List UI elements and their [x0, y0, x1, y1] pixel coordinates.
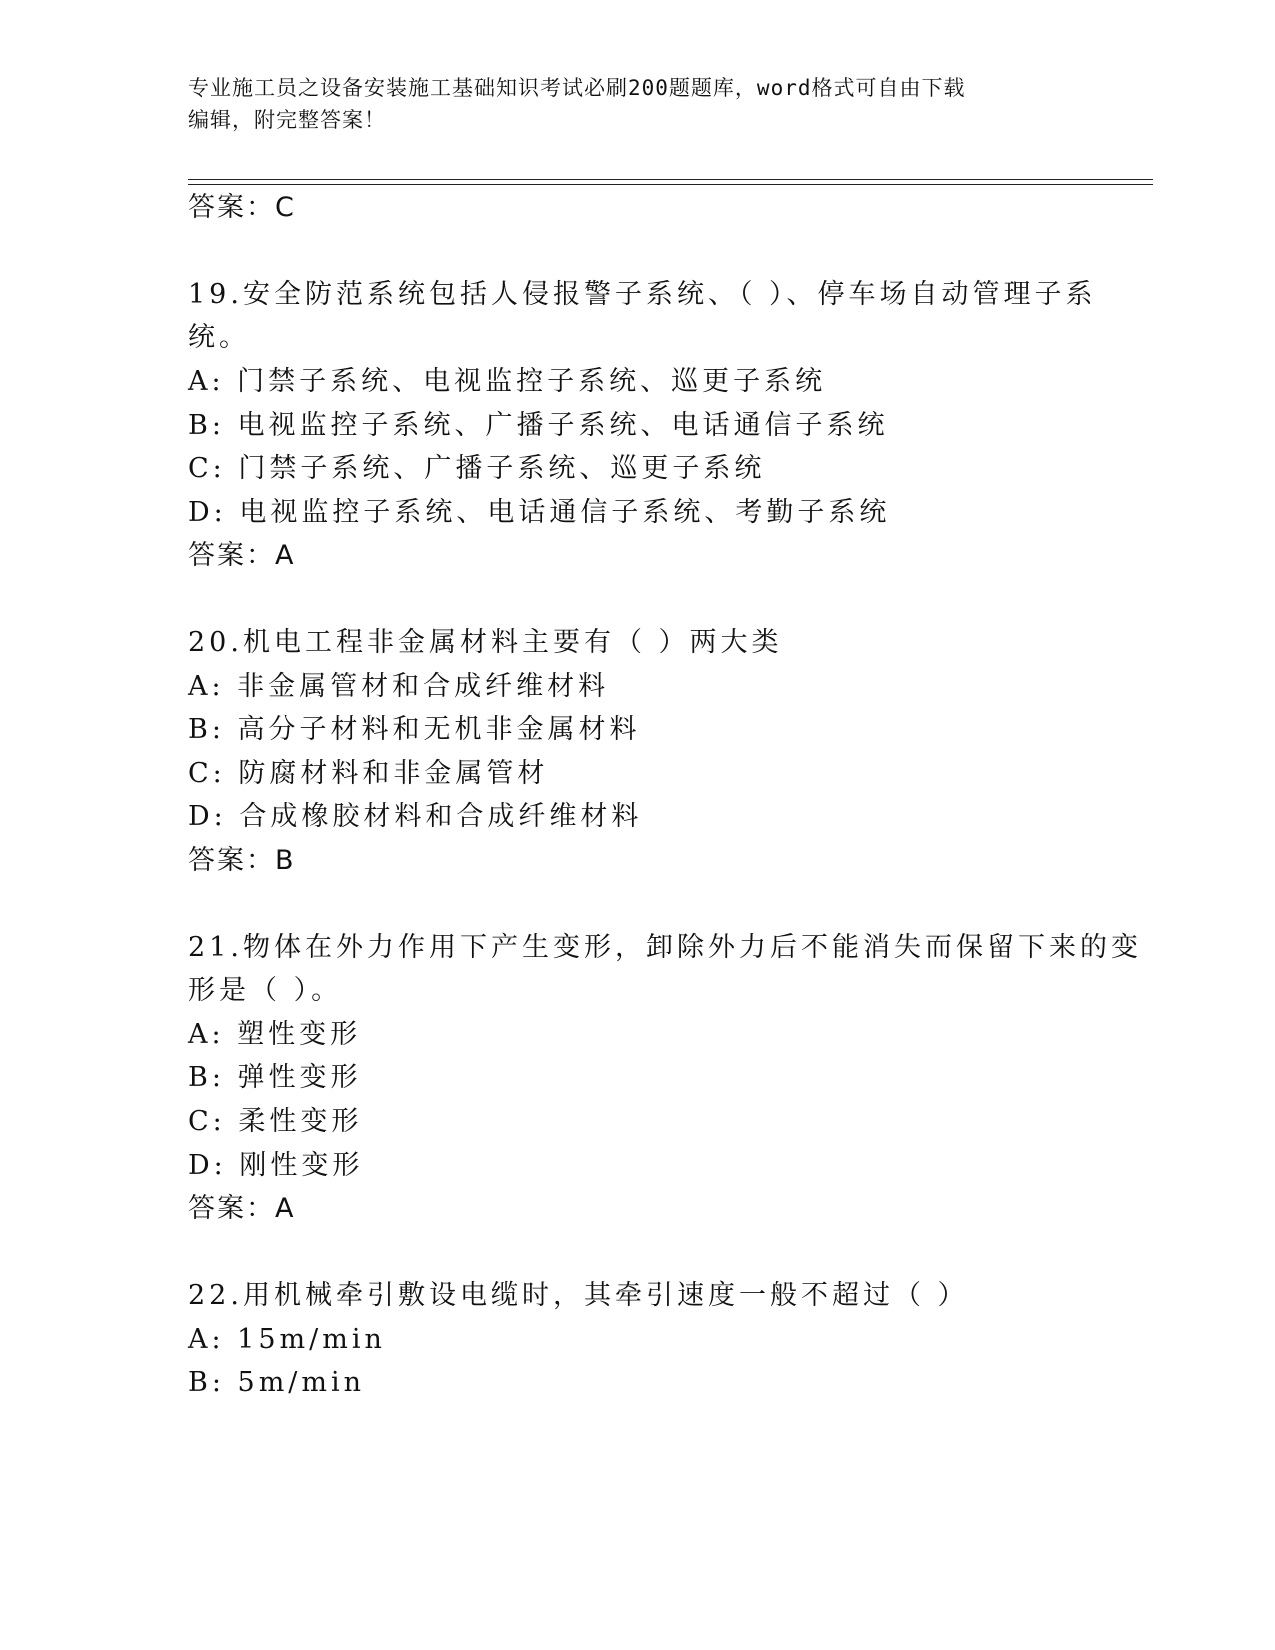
q20-option-a: A: 非金属管材和合成纤维材料	[188, 671, 610, 702]
document-header	[188, 72, 1088, 136]
q22-option-b: B: 5m/min	[188, 1367, 366, 1398]
q19-option-d: D: 电视监控子系统、电话通信子系统、考勤子系统	[188, 497, 891, 528]
q21-stem-line-1: 21.物体在外力作用下产生变形，卸除外力后不能消失而保留下来的变	[188, 932, 1142, 963]
q20-option-d: D: 合成橡胶材料和合成纤维材料	[188, 801, 643, 832]
q21-stem-line-2: 形是（ ）。	[188, 975, 343, 1006]
q20-option-c: C: 防腐材料和非金属管材	[188, 758, 549, 789]
q21-option-b: B: 弹性变形	[188, 1062, 362, 1093]
q19-option-a: A: 门禁子系统、电视监控子系统、巡更子系统	[188, 366, 827, 397]
q22-option-a: A: 15m/min	[188, 1324, 386, 1355]
q19-stem-line-2: 统。	[188, 322, 250, 353]
q21-answer: 答案：A	[188, 1193, 296, 1224]
q21-option-c: C: 柔性变形	[188, 1106, 363, 1137]
previous-answer: 答案：C	[188, 192, 296, 223]
q19-answer: 答案：A	[188, 540, 296, 571]
header-title-line-1: 专业施工员之设备安装施工基础知识考试必刷200题题库，word格式可自由下载	[188, 76, 966, 100]
q19-option-b: B: 电视监控子系统、广播子系统、电话通信子系统	[188, 410, 889, 441]
header-title-line-2: 编辑，附完整答案！	[188, 108, 386, 132]
q21-option-d: D: 刚性变形	[188, 1150, 364, 1181]
q20-answer: 答案：B	[188, 845, 296, 876]
header-divider-bottom	[188, 184, 1153, 185]
q22-stem-line-1: 22.用机械牵引敷设电缆时，其牵引速度一般不超过（ ）	[188, 1280, 969, 1311]
q19-option-c: C: 门禁子系统、广播子系统、巡更子系统	[188, 453, 766, 484]
q20-stem-line-1: 20.机电工程非金属材料主要有（ ）两大类	[188, 627, 783, 658]
header-divider-top	[188, 179, 1153, 180]
q20-option-b: B: 高分子材料和无机非金属材料	[188, 714, 641, 745]
q19-stem-line-1: 19.安全防范系统包括人侵报警子系统、（ ）、停车场自动管理子系	[188, 279, 1097, 310]
q21-option-a: A: 塑性变形	[188, 1019, 362, 1050]
